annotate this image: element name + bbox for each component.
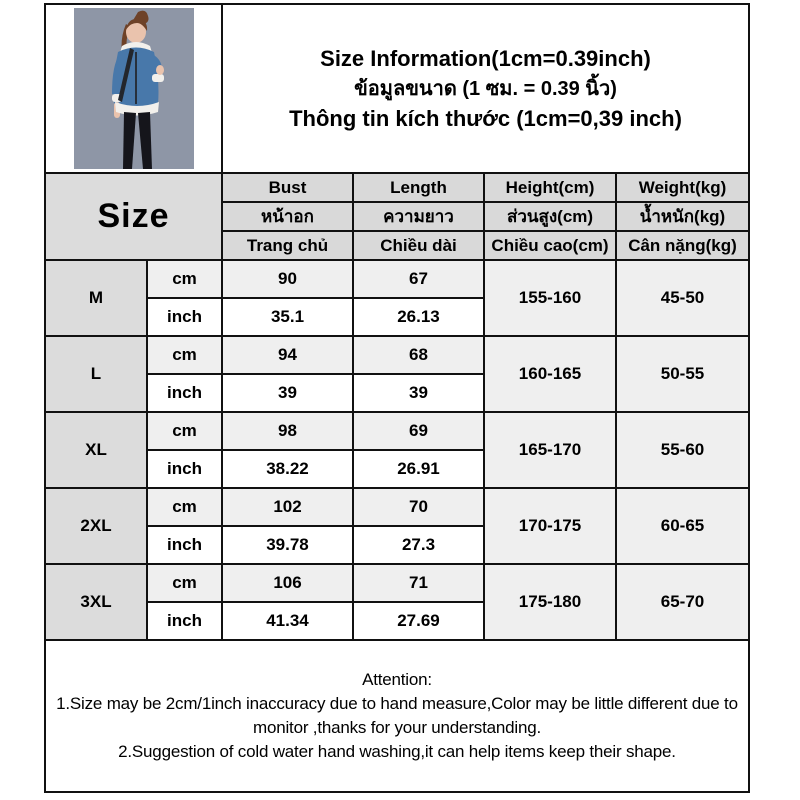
table-row-2xl-cm xyxy=(45,488,749,526)
unit-label-inch: inch xyxy=(147,526,222,564)
unit-label-cm: cm xyxy=(147,564,222,602)
length-inch-l: 39 xyxy=(353,374,484,412)
attention-note-2: 2.Suggestion of cold water hand washing,it can help items keep their shape. xyxy=(118,742,676,761)
length-inch-m: 26.13 xyxy=(353,298,484,336)
weight-range-m: 45-50 xyxy=(616,260,749,336)
length-cm-l: 68 xyxy=(353,336,484,374)
length-cm-m: 67 xyxy=(353,260,484,298)
attention-heading: Attention: xyxy=(362,670,432,689)
title-cell xyxy=(222,4,749,173)
height-range-xl: 165-170 xyxy=(484,412,616,488)
title-vietnamese: Thông tin kích thước (1cm=0,39 inch) xyxy=(289,105,682,131)
col-header-length-th: ความยาว xyxy=(353,202,484,231)
col-header-bust-vi: Trang chủ xyxy=(222,231,353,260)
col-header-weight-vi: Cân nặng(kg) xyxy=(616,231,749,260)
weight-range-2xl: 60-65 xyxy=(616,488,749,564)
col-header-height-th: ส่วนสูง(cm) xyxy=(484,202,616,231)
col-header-height-vi: Chiều cao(cm) xyxy=(484,231,616,260)
unit-label-cm: cm xyxy=(147,260,222,298)
size-label-3xl: 3XL xyxy=(45,564,147,640)
table-row-xl-cm xyxy=(45,412,749,450)
length-inch-xl: 26.91 xyxy=(353,450,484,488)
title-thai: ข้อมูลขนาด (1 ซม. = 0.39 นิ้ว) xyxy=(354,77,617,100)
col-header-bust-en: Bust xyxy=(222,173,353,202)
length-cm-3xl: 71 xyxy=(353,564,484,602)
header-row-english xyxy=(45,173,749,202)
bust-cm-2xl: 102 xyxy=(222,488,353,526)
height-range-l: 160-165 xyxy=(484,336,616,412)
length-inch-3xl: 27.69 xyxy=(353,602,484,640)
unit-label-cm: cm xyxy=(147,336,222,374)
weight-range-3xl: 65-70 xyxy=(616,564,749,640)
unit-label-inch: inch xyxy=(147,450,222,488)
bust-cm-3xl: 106 xyxy=(222,564,353,602)
attention-note-1: 1.Size may be 2cm/1inch inaccuracy due to hand measure,Color may be little different due to monitor ,thanks for your understanding. xyxy=(56,694,738,737)
header-banner-row xyxy=(45,4,749,173)
bust-inch-3xl: 41.34 xyxy=(222,602,353,640)
length-inch-2xl: 27.3 xyxy=(353,526,484,564)
col-header-bust-th: หน้าอก xyxy=(222,202,353,231)
table-row-3xl-cm xyxy=(45,564,749,602)
bust-cm-m: 90 xyxy=(222,260,353,298)
unit-label-inch: inch xyxy=(147,374,222,412)
title-english: Size Information(1cm=0.39inch) xyxy=(320,45,651,71)
height-range-m: 155-160 xyxy=(484,260,616,336)
col-header-length-en: Length xyxy=(353,173,484,202)
col-header-length-vi: Chiều dài xyxy=(353,231,484,260)
weight-range-l: 50-55 xyxy=(616,336,749,412)
table-row-l-cm xyxy=(45,336,749,374)
product-photo-cell xyxy=(45,4,222,173)
bust-inch-l: 39 xyxy=(222,374,353,412)
attention-row xyxy=(45,640,749,792)
bust-inch-2xl: 39.78 xyxy=(222,526,353,564)
weight-range-xl: 55-60 xyxy=(616,412,749,488)
unit-label-inch: inch xyxy=(147,602,222,640)
size-header: Size xyxy=(45,173,222,260)
bust-cm-l: 94 xyxy=(222,336,353,374)
unit-label-inch: inch xyxy=(147,298,222,336)
product-photo xyxy=(74,8,194,169)
unit-label-cm: cm xyxy=(147,412,222,450)
length-cm-2xl: 70 xyxy=(353,488,484,526)
length-cm-xl: 69 xyxy=(353,412,484,450)
size-label-2xl: 2XL xyxy=(45,488,147,564)
bust-cm-xl: 98 xyxy=(222,412,353,450)
col-header-height-en: Height(cm) xyxy=(484,173,616,202)
bust-inch-xl: 38.22 xyxy=(222,450,353,488)
col-header-weight-en: Weight(kg) xyxy=(616,173,749,202)
table-row-m-cm xyxy=(45,260,749,298)
height-range-3xl: 175-180 xyxy=(484,564,616,640)
size-table xyxy=(44,3,750,793)
size-label-xl: XL xyxy=(45,412,147,488)
height-range-2xl: 170-175 xyxy=(484,488,616,564)
attention-cell xyxy=(45,640,749,792)
size-label-m: M xyxy=(45,260,147,336)
unit-label-cm: cm xyxy=(147,488,222,526)
size-label-l: L xyxy=(45,336,147,412)
bust-inch-m: 35.1 xyxy=(222,298,353,336)
col-header-weight-th: น้ำหนัก(kg) xyxy=(616,202,749,231)
